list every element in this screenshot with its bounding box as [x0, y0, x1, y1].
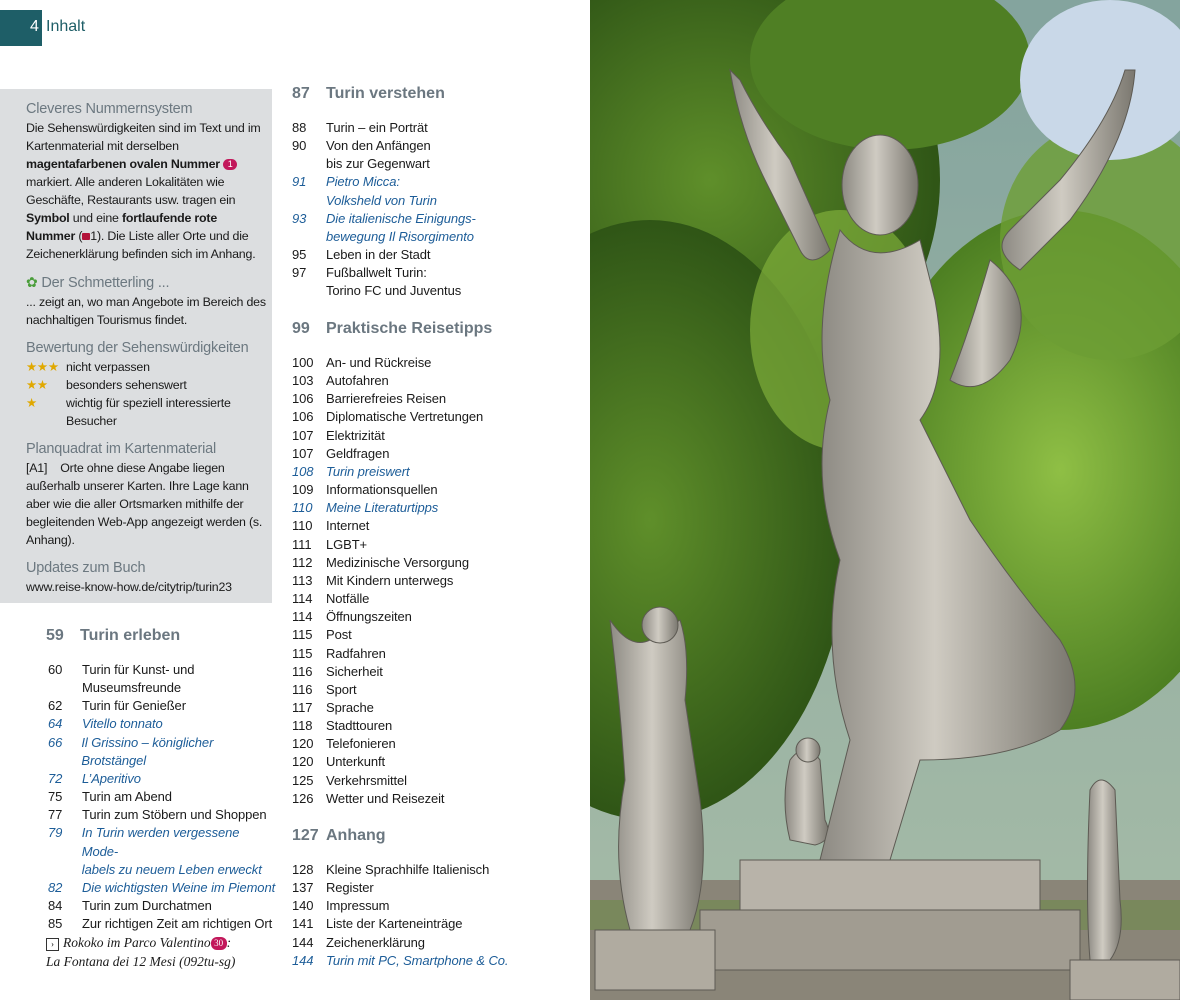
toc-entry-title: Diplomatische Vertretungen	[326, 409, 484, 425]
toc-entry-title: Die italienische Einigungs- bewegung Il Risorgimento	[326, 210, 476, 244]
toc-entry-title: Sport	[326, 681, 357, 697]
toc-entry-title: Turin preiswert	[326, 463, 410, 479]
toc-page-number: 128	[292, 862, 314, 877]
photo-caption: › Rokoko im Parco Valentino 30 : La Fontana dei 12 Mesi (092tu-sg)	[46, 935, 236, 969]
toc-page-number: 109	[292, 482, 314, 498]
star-icon: ★★★	[26, 360, 59, 374]
toc-entry-title: Kleine Sprachhilfe Italienisch	[326, 862, 490, 877]
toc-page-number: 103	[292, 373, 314, 389]
toc-entry-title: Stadttouren	[326, 718, 393, 734]
toc-entry[interactable]	[292, 173, 532, 209]
toc-entry-title: Die wichtigsten Weine im Piemont	[82, 879, 276, 895]
toc-page-number: 116	[292, 681, 313, 697]
toc-entry[interactable]	[292, 952, 552, 970]
toc-entry[interactable]	[292, 210, 532, 246]
toc-entry[interactable]	[48, 715, 278, 733]
toc-entry-title: Radfahren	[326, 645, 386, 661]
section-heading-erleben: 59 Turin erleben	[46, 627, 181, 644]
toc-entry[interactable]	[292, 897, 552, 915]
toc-page-number: 107	[292, 427, 314, 443]
toc-page-number: 140	[292, 898, 314, 914]
toc-entry-title: Turin zum Durchatmen	[82, 898, 212, 914]
rating-row: ★ wichtig für speziell interessierte Besucher	[26, 396, 231, 428]
toc-entry-title: Geldfragen	[326, 445, 390, 461]
toc-page-number: 111	[292, 536, 312, 552]
toc-entry[interactable]	[292, 790, 532, 808]
star-icon: ★	[26, 396, 37, 410]
toc-entry-title: Öffnungszeiten	[326, 609, 412, 625]
toc-page-number: 79	[48, 825, 63, 841]
toc-entry-title: Von den Anfängen bis zur Gegenwart	[326, 138, 431, 172]
toc-page-number: 118	[292, 718, 313, 734]
toc-entry[interactable]	[292, 608, 532, 626]
section-heading-anhang: 127 Anhang	[292, 827, 386, 844]
page-title: Inhalt	[46, 18, 86, 35]
toc-page-number: 106	[292, 391, 314, 407]
toc-entry-title: Il Grissino – königlicher Brotstängel	[81, 734, 214, 768]
toc-entry[interactable]	[292, 463, 532, 481]
toc-page-number: 120	[292, 736, 314, 752]
toc-page-number: 97	[292, 265, 307, 281]
toc-page-number: 110	[292, 518, 313, 534]
grid-text: [A1] Orte ohne diese Angabe liegen außerhalb unserer Karten. Ihre Lage kann aber wie die aller Ortsmarken mithilfe der begleitenden Web-App angezeigt werden (s. Anhang).	[26, 461, 263, 547]
toc-entry-title: Telefonieren	[326, 736, 396, 752]
section-heading-reisetipps: 99 Praktische Reisetipps	[292, 320, 493, 337]
toc-entry-title: Register	[326, 880, 374, 896]
toc-entry-title: Zeichenerklärung	[326, 934, 425, 950]
toc-entry-title: Liste der Karteneinträge	[326, 916, 463, 932]
toc-entry-title: L’Aperitivo	[82, 770, 141, 786]
toc-list-verstehen	[292, 119, 532, 301]
toc-entry[interactable]	[292, 934, 552, 952]
butterfly-title: ✿ Der Schmetterling ...	[26, 274, 170, 291]
toc-page-number: 66	[48, 734, 63, 750]
updates-link[interactable]: www.reise-know-how.de/citytrip/turin23	[26, 580, 232, 594]
toc-entry-title: Leben in der Stadt	[326, 247, 431, 263]
rating-row: ★★ besonders sehenswert	[26, 378, 187, 392]
toc-entry[interactable]	[292, 354, 532, 372]
toc-page-number: 100	[292, 355, 314, 370]
toc-entry[interactable]	[292, 572, 532, 590]
toc-entry-title: Zur richtigen Zeit am richtigen Ort	[82, 916, 273, 932]
toc-entry[interactable]	[48, 824, 278, 878]
toc-entry-title: Turin für Genießer	[82, 698, 186, 714]
toc-entry[interactable]	[48, 879, 278, 897]
toc-page-number: 113	[292, 572, 313, 588]
toc-entry[interactable]	[292, 645, 532, 663]
toc-page-number: 107	[292, 445, 314, 461]
toc-page-number: 116	[292, 663, 313, 679]
toc-page-number: 95	[292, 247, 307, 263]
toc-entry-title: Fußballwelt Turin: Torino FC und Juventus	[326, 265, 462, 299]
toc-entry[interactable]	[292, 137, 532, 173]
toc-entry[interactable]	[292, 735, 532, 753]
grid-title: Planquadrat im Kartenmaterial	[26, 441, 217, 457]
toc-page-number: 64	[48, 716, 63, 732]
toc-page-number: 114	[292, 609, 313, 625]
toc-entry-title: Turin – ein Porträt	[326, 120, 428, 135]
toc-page-number: 137	[292, 880, 314, 896]
toc-entry[interactable]	[48, 788, 278, 806]
toc-page-number: 82	[48, 879, 63, 895]
toc-page-number: 141	[292, 916, 314, 932]
toc-page-number: 90	[292, 138, 307, 154]
toc-list-anhang	[292, 861, 552, 970]
toc-entry-title: Medizinische Versorgung	[326, 554, 469, 570]
toc-entry[interactable]	[48, 770, 278, 788]
toc-entry-title: Pietro Micca: Volksheld von Turin	[326, 174, 437, 208]
rating-title: Bewertung der Sehenswürdigkeiten	[26, 340, 249, 356]
butterfly-icon: ✿	[26, 274, 38, 290]
toc-entry-title: Sprache	[326, 699, 374, 715]
toc-page-number: 112	[292, 554, 313, 570]
toc-page-number: 115	[292, 645, 313, 661]
toc-page-number: 125	[292, 772, 314, 788]
toc-entry[interactable]	[48, 661, 278, 697]
statue-photo-image	[590, 0, 1180, 1000]
toc-entry-title: In Turin werden vergessene Mode- labels zu neuem Leben erweckt	[81, 825, 262, 877]
toc-entry[interactable]	[48, 897, 278, 915]
toc-entry[interactable]	[292, 590, 532, 608]
toc-entry[interactable]	[292, 372, 532, 390]
toc-entry[interactable]	[292, 119, 532, 137]
toc-entry[interactable]	[292, 408, 532, 426]
toc-entry-title: Barrierefreies Reisen	[326, 391, 447, 407]
toc-entry-title: Turin zum Stöbern und Shoppen	[82, 807, 267, 823]
toc-page-number: 88	[292, 120, 307, 135]
statue-photo	[590, 0, 1180, 1000]
toc-page-number: 93	[292, 210, 307, 226]
toc-page-number: 77	[48, 807, 63, 823]
toc-entry[interactable]	[292, 663, 532, 681]
toc-entry[interactable]	[292, 879, 552, 897]
toc-entry[interactable]	[292, 246, 532, 264]
toc-entry-title: Turin für Kunst- und Museumsfreunde	[82, 662, 195, 696]
info-box	[0, 89, 272, 603]
toc-entry[interactable]	[292, 264, 532, 300]
numbering-title: Cleveres Nummernsystem	[26, 101, 193, 117]
toc-entry-title: An- und Rückreise	[326, 355, 432, 370]
toc-entry-title: Notfälle	[326, 591, 370, 607]
toc-page-number: 144	[292, 934, 314, 950]
toc-entry[interactable]	[292, 554, 532, 572]
toc-entry[interactable]	[292, 390, 532, 408]
toc-page-number: 115	[292, 627, 313, 643]
toc-entry[interactable]	[292, 681, 532, 699]
toc-entry-title: Informationsquellen	[326, 482, 438, 498]
toc-entry[interactable]	[292, 481, 532, 499]
toc-page-number: 108	[292, 463, 314, 479]
rating-row: ★★★ nicht verpassen	[26, 360, 150, 374]
sight-number-badge-icon: 1	[223, 159, 237, 170]
sight-number-badge-icon: 30	[211, 937, 227, 950]
toc-entry[interactable]	[292, 861, 552, 879]
toc-entry-title: Internet	[326, 518, 370, 534]
toc-entry-title: Verkehrsmittel	[326, 772, 407, 788]
toc-entry[interactable]	[292, 499, 532, 517]
toc-entry[interactable]	[48, 915, 278, 933]
toc-page-number: 106	[292, 409, 314, 425]
toc-entry[interactable]	[48, 697, 278, 715]
toc-page-number: 85	[48, 916, 63, 932]
butterfly-text: ... zeigt an, wo man Angebote im Bereich des nachhaltigen Tourismus findet.	[26, 295, 266, 327]
toc-page-number: 91	[292, 174, 307, 190]
toc-entry-title: Vitello tonnato	[82, 716, 163, 732]
toc-entry-title: Sicherheit	[326, 663, 383, 679]
toc-entry-title: Unterkunft	[326, 754, 385, 770]
toc-list-erleben	[48, 661, 278, 933]
toc-page-number: 60	[48, 662, 63, 677]
toc-entry[interactable]	[292, 753, 532, 771]
toc-entry-title: Wetter und Reisezeit	[326, 790, 445, 806]
toc-entry[interactable]	[292, 517, 532, 535]
toc-page-number: 120	[292, 754, 314, 770]
toc-page-number: 144	[292, 952, 314, 968]
toc-page-number: 126	[292, 790, 314, 806]
toc-entry[interactable]	[292, 536, 532, 554]
toc-entry[interactable]	[292, 772, 532, 790]
caption-arrow-icon: ›	[46, 938, 59, 951]
toc-entry-title: Autofahren	[326, 373, 389, 389]
toc-list-reisetipps	[292, 354, 532, 808]
updates-title: Updates zum Buch	[26, 560, 146, 576]
toc-entry-title: LGBT+	[326, 536, 368, 552]
toc-page-number: 62	[48, 698, 63, 714]
toc-entry-title: Meine Literaturtipps	[326, 500, 439, 516]
toc-entry-title: Turin am Abend	[82, 789, 172, 805]
toc-page-number: 75	[48, 789, 63, 805]
toc-entry-title: Post	[326, 627, 352, 643]
toc-entry[interactable]	[48, 806, 278, 824]
toc-entry[interactable]	[48, 734, 278, 770]
toc-entry-title: Turin mit PC, Smartphone & Co.	[326, 952, 509, 968]
star-icon: ★★	[26, 378, 48, 392]
toc-entry[interactable]	[292, 427, 532, 445]
toc-entry[interactable]	[292, 626, 532, 644]
page-number: 4	[30, 18, 39, 35]
toc-entry[interactable]	[292, 915, 552, 933]
toc-page-number: 84	[48, 898, 63, 914]
toc-page-number: 72	[48, 770, 63, 786]
numbering-text: Die Sehenswürdigkeiten sind im Text und im Kartenmaterial mit derselben magentafarbenen ovalen Nummer 1 markiert. Alle anderen Lokalitäten wie Geschäfte, Restaurants usw. tragen ein Symbol und eine fortlaufende rote Nummer ( 1). Die Liste aller Orte und die Zeichenerklärung befinden sich im Anhang.	[26, 121, 261, 261]
toc-page-number: 114	[292, 591, 313, 607]
toc-entry[interactable]	[292, 717, 532, 735]
toc-entry-title: Mit Kindern unterwegs	[326, 572, 454, 588]
toc-entry[interactable]	[292, 445, 532, 463]
toc-entry-title: Impressum	[326, 898, 390, 914]
section-heading-verstehen: 87 Turin verstehen	[292, 85, 445, 102]
toc-page-number: 110	[292, 500, 313, 516]
toc-entry-title: Elektrizität	[326, 427, 385, 443]
toc-entry[interactable]	[292, 699, 532, 717]
toc-page-number: 117	[292, 699, 313, 715]
